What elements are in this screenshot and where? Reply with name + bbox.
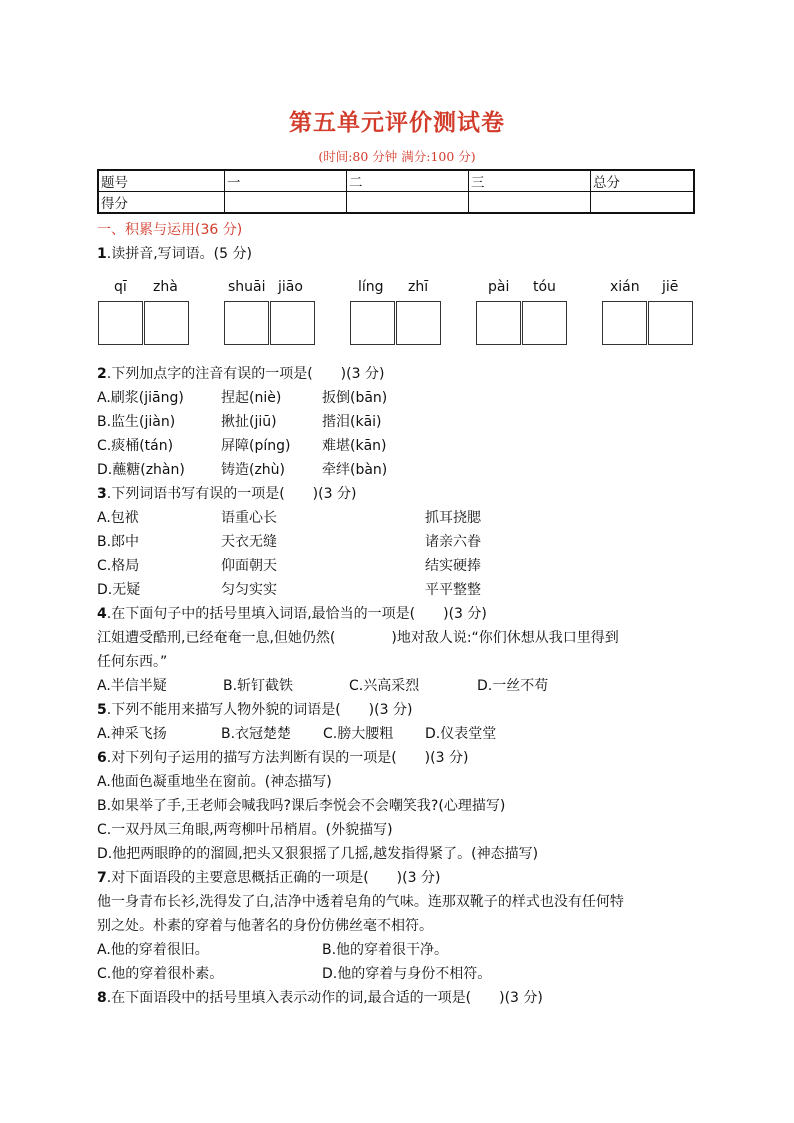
option-text: 抓耳挠腮 (425, 510, 481, 526)
question-stem: .下列加点字的注音有误的一项是( )(3 分) (106, 366, 385, 382)
option-text: C.兴高采烈 (349, 678, 420, 694)
option-text: 结实硬捧 (425, 558, 481, 574)
header-cell: 题号 (98, 170, 225, 192)
question-5 (97, 700, 412, 720)
question-stem: .下列词语书写有误的一项是( )(3 分) (106, 486, 357, 502)
answer-box[interactable] (396, 301, 441, 345)
question-stem: .对下面语段的主要意思概括正确的一项是( )(3 分) (106, 870, 441, 886)
question-stem: .下列不能用来描写人物外貌的词语是( )(3 分) (106, 702, 413, 718)
pinyin: zhà (153, 279, 178, 295)
option-text: D.他把两眼睁的的溜圆,把头又狠狠摇了几摇,越发指得紧了。(神态描写) (97, 846, 539, 862)
score-table (97, 169, 695, 214)
question-stem: .在下面语段中的括号里填入表示动作的词,最合适的一项是( )(3 分) (106, 990, 543, 1006)
header-cell: 一 (225, 170, 347, 192)
question-number: 3 (97, 486, 107, 502)
option-text: 平平整整 (425, 582, 481, 598)
answer-box[interactable] (522, 301, 567, 345)
passage-line: 别之处。朴素的穿着与他著名的身份仿佛丝毫不相符。 (97, 918, 433, 934)
question-number: 7 (97, 870, 107, 886)
option-text: A.他面色凝重地坐在窗前。(神态描写) (97, 774, 332, 790)
answer-box[interactable] (350, 301, 395, 345)
question-number: 6 (97, 750, 107, 766)
page-title: 第五单元评价测试卷 (289, 109, 505, 136)
score-cell[interactable] (347, 192, 469, 214)
question-stem: .对下列句子运用的描写方法判断有误的一项是( )(3 分) (106, 750, 469, 766)
pinyin: líng (358, 279, 384, 295)
pinyin: shuāi (228, 279, 266, 295)
passage-line: 江姐遭受酷刑,已经奄奄一息,但她仍然( )地对敌人说:“你们休想从我口里得到 (97, 630, 619, 646)
option-text: C.他的穿着很朴素。 (97, 966, 224, 982)
option-text: D.蘸糖(zhàn) (97, 462, 185, 478)
question-3 (97, 484, 356, 504)
option-text: B.衣冠楚楚 (221, 726, 292, 742)
answer-box[interactable] (648, 301, 693, 345)
option-text: A.包袱 (97, 510, 139, 526)
pinyin: jiē (662, 279, 679, 295)
option-text: 诸亲六眷 (425, 534, 481, 550)
pinyin: tóu (533, 279, 556, 295)
option-text: A.半信半疑 (97, 678, 167, 694)
option-text: 揩泪(kāi) (322, 414, 382, 430)
option-text: 屏障(píng) (221, 438, 291, 454)
pinyin: qī (114, 279, 127, 295)
option-text: B.他的穿着很干净。 (322, 942, 449, 958)
exam-time-score: (时间:80 分钟 满分:100 分) (318, 149, 476, 164)
question-number: 2 (97, 366, 107, 382)
answer-box[interactable] (144, 301, 189, 345)
header-cell: 二 (347, 170, 469, 192)
option-text: D.仪表堂堂 (425, 726, 497, 742)
answer-box[interactable] (98, 301, 143, 345)
option-text: 揪扯(jiū) (221, 414, 277, 430)
option-text: C.痰桶(tán) (97, 438, 174, 454)
question-1 (97, 244, 252, 264)
section-heading: 一、积累与运用(36 分) (97, 222, 243, 238)
option-text: B.郎中 (97, 534, 140, 550)
score-cell[interactable] (225, 192, 347, 214)
score-cell[interactable] (591, 192, 695, 214)
option-text: 扳倒(bān) (322, 390, 388, 406)
question-number: 4 (97, 606, 107, 622)
question-stem: .在下面句子中的括号里填入词语,最恰当的一项是( )(3 分) (106, 606, 487, 622)
question-7 (97, 868, 440, 888)
question-2 (97, 364, 384, 384)
option-text: A.神采飞扬 (97, 726, 167, 742)
option-text: C.格局 (97, 558, 140, 574)
question-4 (97, 604, 487, 624)
pinyin: zhī (408, 279, 429, 295)
option-text: D.一丝不苟 (477, 678, 549, 694)
option-text: 语重心长 (221, 510, 277, 526)
option-text: 仰面朝天 (221, 558, 277, 574)
question-number: 1 (97, 246, 107, 262)
option-text: B.如果举了手,王老师会喊我吗?课后李悦会不会嘲笑我?(心理描写) (97, 798, 506, 814)
score-cell[interactable] (469, 192, 591, 214)
question-number: 8 (97, 990, 107, 1006)
pinyin: pài (488, 279, 510, 295)
answer-box[interactable] (602, 301, 647, 345)
option-text: 匀匀实实 (221, 582, 277, 598)
question-stem: .读拼音,写词语。(5 分) (106, 246, 252, 262)
score-table-header-row (98, 170, 694, 192)
question-8 (97, 988, 543, 1008)
option-text: D.无疑 (97, 582, 141, 598)
score-table-score-row (98, 192, 694, 214)
answer-box[interactable] (476, 301, 521, 345)
passage-line: 任何东西。” (97, 654, 168, 670)
option-text: A.他的穿着很旧。 (97, 942, 209, 958)
option-text: 牵绊(bàn) (322, 462, 388, 478)
option-text: 捏起(niè) (221, 390, 282, 406)
option-text: 天衣无缝 (221, 534, 277, 550)
row-label: 得分 (98, 192, 225, 214)
header-cell: 总分 (591, 170, 695, 192)
option-text: B.监生(jiàn) (97, 414, 176, 430)
option-text: 难堪(kān) (322, 438, 387, 454)
header-cell: 三 (469, 170, 591, 192)
option-text: C.一双丹凤三角眼,两弯柳叶吊梢眉。(外貌描写) (97, 822, 393, 838)
pinyin: xián (610, 279, 640, 295)
answer-box[interactable] (270, 301, 315, 345)
answer-box[interactable] (224, 301, 269, 345)
passage-line: 他一身青布长衫,洗得发了白,洁净中透着皂角的气味。连那双靴子的样式也没有任何特 (97, 894, 624, 910)
option-text: D.他的穿着与身份不相符。 (322, 966, 492, 982)
question-number: 5 (97, 702, 107, 718)
option-text: A.刷浆(jiāng) (97, 390, 184, 406)
question-6 (97, 748, 468, 768)
option-text: C.膀大腰粗 (323, 726, 394, 742)
option-text: 铸造(zhù) (221, 462, 286, 478)
option-text: B.斩钉截铁 (223, 678, 294, 694)
pinyin: jiāo (278, 279, 303, 295)
